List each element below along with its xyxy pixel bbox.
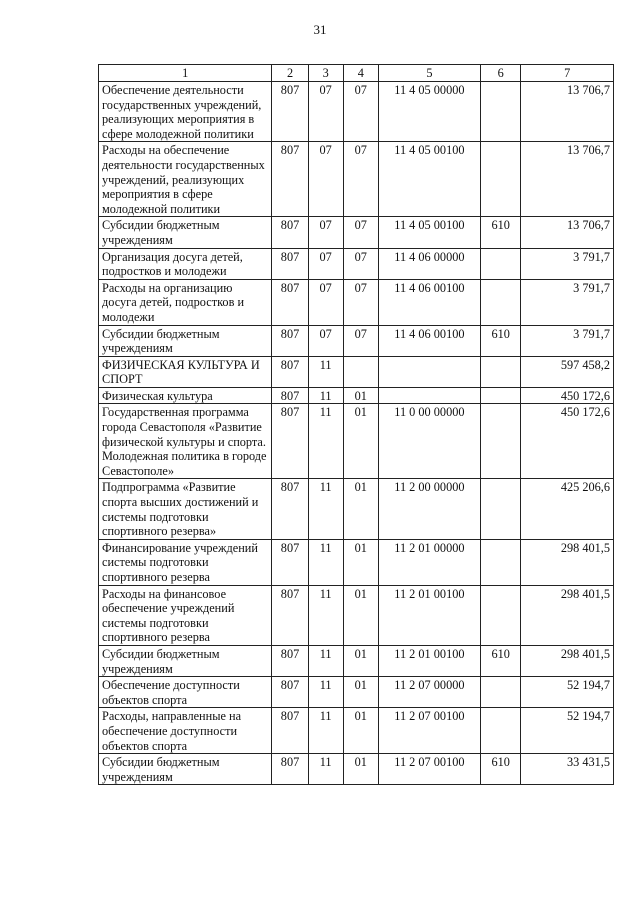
amount-cell: 298 401,5 [521,539,614,585]
name-cell: Субсидии бюджетным учреждениям [99,645,272,676]
name-cell: Расходы на финансовое обеспечение учреждений системы подготовки спортивного резерва [99,585,272,645]
subsection-cell: 07 [343,82,378,142]
subsection-cell: 01 [343,387,378,404]
admin-code-cell: 807 [272,217,308,248]
amount-cell: 298 401,5 [521,585,614,645]
name-cell: Субсидии бюджетным учреждениям [99,325,272,356]
budget-table [98,64,614,785]
subsection-cell: 01 [343,539,378,585]
name-cell: Расходы на организацию досуга детей, подростков и молодежи [99,279,272,325]
amount-cell: 13 706,7 [521,142,614,217]
expense-type-cell [480,279,520,325]
table-row [99,404,614,479]
section-cell: 11 [308,387,343,404]
subsection-cell: 07 [343,279,378,325]
target-article-cell: 11 4 06 00000 [378,248,480,279]
target-article-cell: 11 2 01 00100 [378,585,480,645]
amount-cell: 597 458,2 [521,356,614,387]
subsection-cell: 01 [343,585,378,645]
target-article-cell: 11 2 07 00000 [378,677,480,708]
section-cell: 11 [308,585,343,645]
amount-cell: 52 194,7 [521,708,614,754]
expense-type-cell [480,479,520,539]
expense-type-cell [480,539,520,585]
target-article-cell: 11 4 06 00100 [378,279,480,325]
name-cell: Субсидии бюджетным учреждениям [99,754,272,785]
table-row [99,279,614,325]
column-header-7: 7 [521,65,614,82]
expense-type-cell [480,82,520,142]
subsection-cell: 07 [343,217,378,248]
name-cell: Обеспечение деятельности государственных учреждений, реализующих мероприятия в сфере молодежной политики [99,82,272,142]
admin-code-cell: 807 [272,479,308,539]
name-cell: Государственная программа города Севастополя «Развитие физической культуры и спорта. Молодежная политика в городе Севастополе» [99,404,272,479]
expense-type-cell: 610 [480,325,520,356]
column-header-4: 4 [343,65,378,82]
section-cell: 11 [308,479,343,539]
expense-type-cell [480,404,520,479]
admin-code-cell: 807 [272,645,308,676]
section-cell: 07 [308,279,343,325]
admin-code-cell: 807 [272,356,308,387]
expense-type-cell [480,142,520,217]
admin-code-cell: 807 [272,387,308,404]
target-article-cell: 11 4 05 00100 [378,217,480,248]
table-header-row [99,65,614,82]
section-cell: 11 [308,708,343,754]
expense-type-cell [480,708,520,754]
table-body [99,82,614,785]
amount-cell: 52 194,7 [521,677,614,708]
name-cell: Организация досуга детей, подростков и молодежи [99,248,272,279]
target-article-cell: 11 2 00 00000 [378,479,480,539]
subsection-cell: 01 [343,754,378,785]
amount-cell: 450 172,6 [521,404,614,479]
admin-code-cell: 807 [272,279,308,325]
section-cell: 07 [308,248,343,279]
section-cell: 11 [308,754,343,785]
admin-code-cell: 807 [272,585,308,645]
table-row [99,754,614,785]
expense-type-cell: 610 [480,754,520,785]
table-row [99,708,614,754]
column-header-3: 3 [308,65,343,82]
section-cell: 11 [308,404,343,479]
name-cell: Обеспечение доступности объектов спорта [99,677,272,708]
table-row [99,387,614,404]
section-cell: 07 [308,142,343,217]
subsection-cell: 01 [343,645,378,676]
subsection-cell: 07 [343,325,378,356]
table-row [99,585,614,645]
table-row [99,645,614,676]
subsection-cell: 07 [343,248,378,279]
column-header-1: 1 [99,65,272,82]
admin-code-cell: 807 [272,754,308,785]
expense-type-cell: 610 [480,217,520,248]
section-cell: 07 [308,325,343,356]
admin-code-cell: 807 [272,677,308,708]
target-article-cell: 11 4 05 00000 [378,82,480,142]
expense-type-cell [480,677,520,708]
section-cell: 07 [308,82,343,142]
amount-cell: 425 206,6 [521,479,614,539]
admin-code-cell: 807 [272,404,308,479]
target-article-cell: 11 2 07 00100 [378,708,480,754]
target-article-cell [378,356,480,387]
amount-cell: 298 401,5 [521,645,614,676]
subsection-cell: 01 [343,708,378,754]
amount-cell: 450 172,6 [521,387,614,404]
target-article-cell: 11 4 05 00100 [378,142,480,217]
admin-code-cell: 807 [272,82,308,142]
target-article-cell: 11 0 00 00000 [378,404,480,479]
admin-code-cell: 807 [272,708,308,754]
name-cell: Расходы, направленные на обеспечение доступности объектов спорта [99,708,272,754]
subsection-cell: 01 [343,404,378,479]
table-row [99,325,614,356]
amount-cell: 33 431,5 [521,754,614,785]
subsection-cell: 07 [343,142,378,217]
column-header-6: 6 [480,65,520,82]
column-header-2: 2 [272,65,308,82]
column-header-5: 5 [378,65,480,82]
expense-type-cell [480,356,520,387]
section-cell: 11 [308,356,343,387]
table-row [99,82,614,142]
amount-cell: 13 706,7 [521,217,614,248]
table-row [99,479,614,539]
amount-cell: 3 791,7 [521,248,614,279]
amount-cell: 13 706,7 [521,82,614,142]
table-row [99,356,614,387]
section-cell: 11 [308,645,343,676]
admin-code-cell: 807 [272,248,308,279]
target-article-cell: 11 2 01 00100 [378,645,480,676]
admin-code-cell: 807 [272,539,308,585]
name-cell: Субсидии бюджетным учреждениям [99,217,272,248]
subsection-cell [343,356,378,387]
amount-cell: 3 791,7 [521,325,614,356]
expense-type-cell: 610 [480,645,520,676]
expense-type-cell [480,248,520,279]
name-cell: Финансирование учреждений системы подготовки спортивного резерва [99,539,272,585]
subsection-cell: 01 [343,677,378,708]
table-row [99,248,614,279]
target-article-cell: 11 2 07 00100 [378,754,480,785]
section-cell: 11 [308,677,343,708]
admin-code-cell: 807 [272,325,308,356]
name-cell: ФИЗИЧЕСКАЯ КУЛЬТУРА И СПОРТ [99,356,272,387]
amount-cell: 3 791,7 [521,279,614,325]
name-cell: Расходы на обеспечение деятельности государственных учреждений, реализующих мероприятия в сфере молодежной политики [99,142,272,217]
name-cell: Подпрограмма «Развитие спорта высших достижений и системы подготовки спортивного резерва» [99,479,272,539]
target-article-cell: 11 2 01 00000 [378,539,480,585]
section-cell: 07 [308,217,343,248]
admin-code-cell: 807 [272,142,308,217]
subsection-cell: 01 [343,479,378,539]
table-row [99,142,614,217]
target-article-cell: 11 4 06 00100 [378,325,480,356]
table-row [99,677,614,708]
section-cell: 11 [308,539,343,585]
table-row [99,217,614,248]
target-article-cell [378,387,480,404]
table-row [99,539,614,585]
name-cell: Физическая культура [99,387,272,404]
expense-type-cell [480,387,520,404]
expense-type-cell [480,585,520,645]
page-number: 31 [313,22,327,37]
